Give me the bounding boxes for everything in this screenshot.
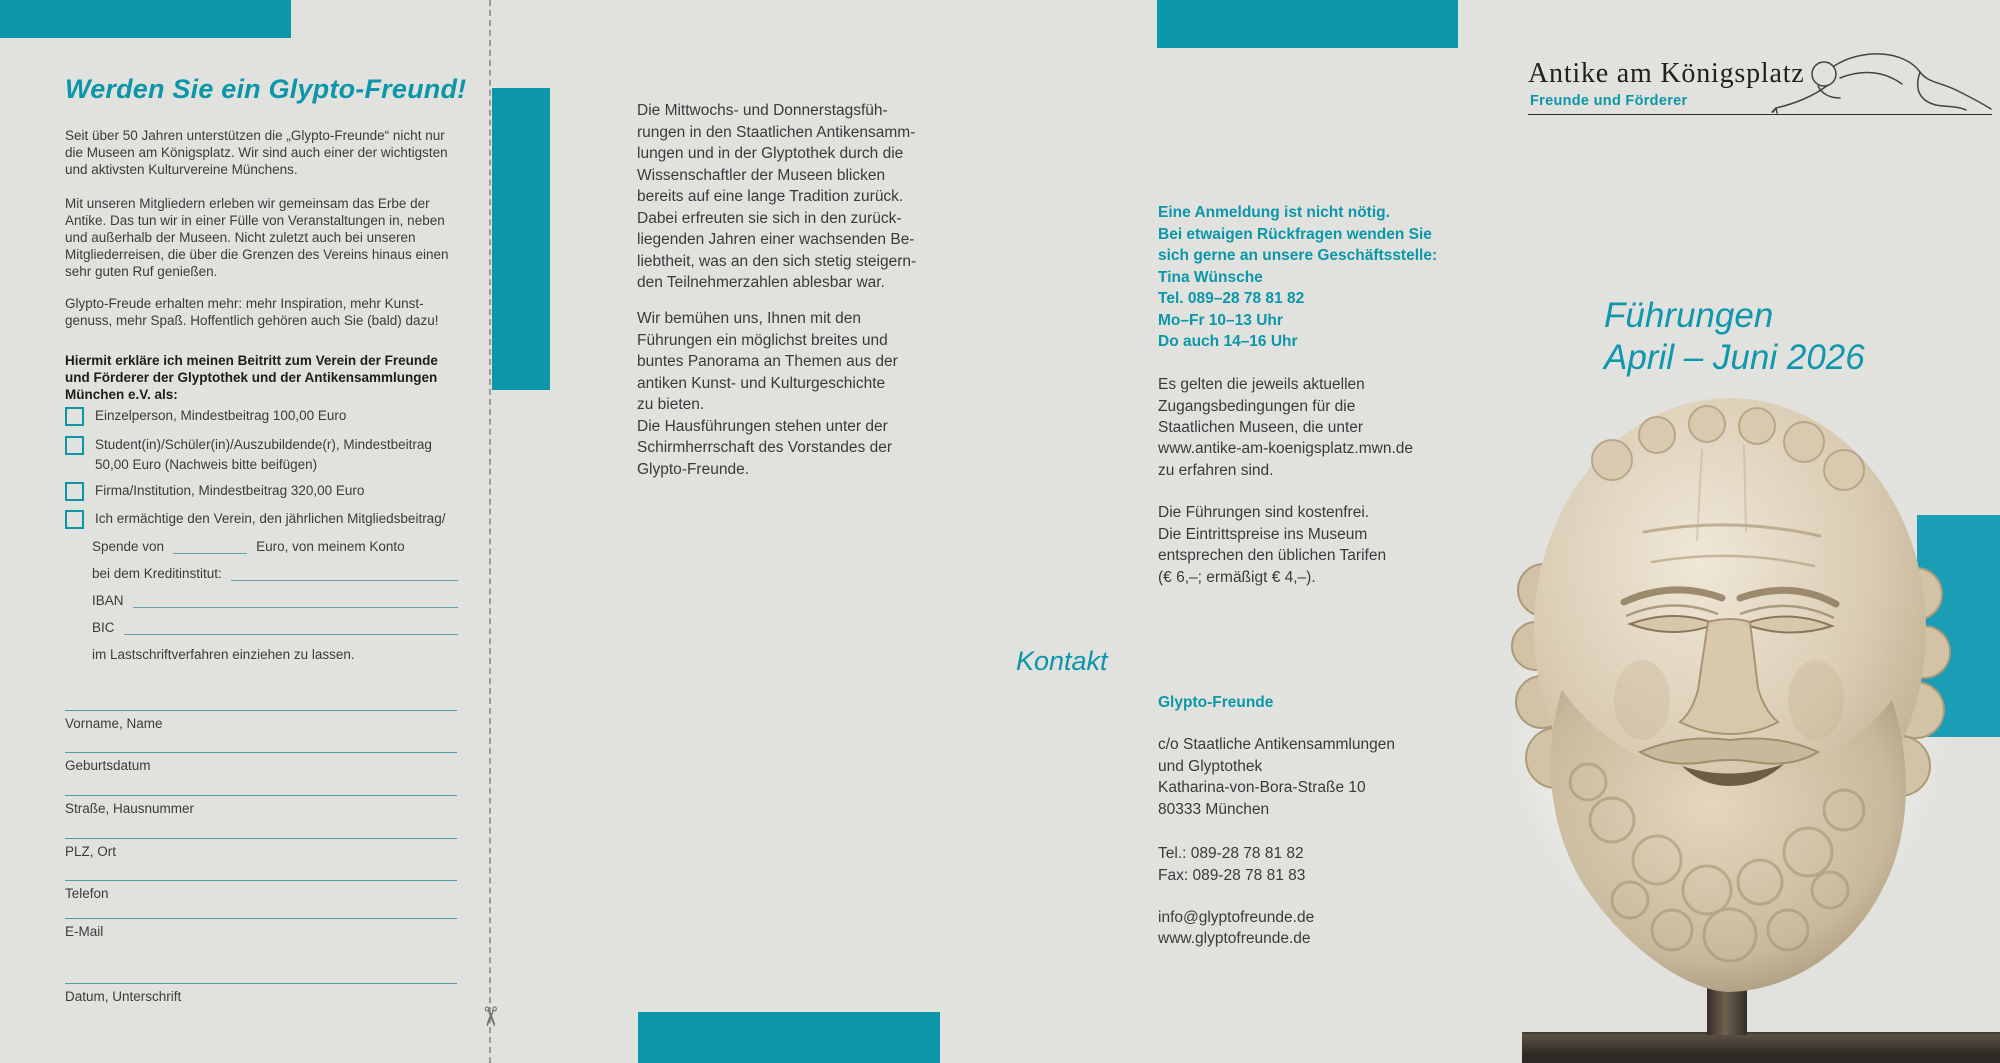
org-website-link[interactable]: www.glyptofreunde.de bbox=[1158, 930, 1311, 947]
teal-bar-top-left bbox=[0, 0, 291, 38]
bank-institute-field[interactable] bbox=[231, 565, 458, 581]
bank-institute-label: bei dem Kreditinstitut: bbox=[92, 566, 222, 581]
iban-label: IBAN bbox=[92, 593, 124, 608]
statue-photo bbox=[1492, 390, 1962, 1030]
field-label: Vorname, Name bbox=[65, 716, 163, 731]
option-label: Student(in)/Schüler(in)/Auszubildende(r), Mindestbeitrag 50,00 Euro (Nachweis bitte beifügen) bbox=[95, 437, 432, 472]
org-phone-fax: Tel.: 089-28 78 81 82 Fax: 089-28 78 81 83 bbox=[1158, 845, 1306, 884]
scissors-icon: ✂ bbox=[474, 1005, 505, 1028]
cover-title: Führungen April – Juni 2026 bbox=[1604, 296, 1865, 377]
field-label: Geburtsdatum bbox=[65, 758, 151, 773]
prices-text: Die Führungen sind kostenfrei. Die Eintrittspreise ins Museum entsprechen den üblichen Tarifen (€ 6,–; ermäßigt € 4,–). bbox=[1158, 504, 1387, 586]
conditions-text-end: zu erfahren sind. bbox=[1158, 462, 1274, 479]
input-line-email[interactable] bbox=[65, 918, 457, 919]
conditions-url-link[interactable]: www.antike-am-koenigsplatz.mwn.de bbox=[1158, 440, 1413, 457]
input-line-plz-ort[interactable] bbox=[65, 838, 457, 839]
input-line-geburtsdatum[interactable] bbox=[65, 752, 457, 753]
field-strasse bbox=[65, 795, 457, 816]
intro-paragraph-3: Glypto-Freude erhalten mehr: mehr Inspiration, mehr Kunst- genuss, mehr Spaß. Hoffentlich gehören auch Sie (bald) dazu! bbox=[65, 296, 439, 328]
declaration-heading: Hiermit erkläre ich meinen Beitritt zum Verein der Freunde und Förderer der Glyptothek und der Antikensammlungen München e.V. als: bbox=[65, 353, 438, 402]
checkbox-lastschrift[interactable] bbox=[65, 510, 84, 529]
iban-row bbox=[92, 592, 458, 608]
tours-paragraph-2: Wir bemühen uns, Ihnen mit den Führungen ein möglichst breites und buntes Panorama an Themen aus der antiken Kunst- und Kulturgeschichte zu bieten. Die Hausführungen stehen unter der Schirmherrschaft des Vorstandes der Glypto-Freunde. bbox=[637, 310, 898, 478]
bic-label: BIC bbox=[92, 620, 115, 635]
donation-label: Spende von bbox=[92, 539, 165, 554]
tours-paragraph-1: Die Mittwochs- und Donnerstagsfüh- rungen in den Staatlichen Antikensamm- lungen und in der Glyptothek durch die Wissenschaftler der Museen blicken bereits auf eine lange Tradition zurück. Dabei erfreuten sie sich in den zurück- liegenden Jahren einer wachsenden Be- liebtheit, was an den sich stetig steigern- den Teilnehmerzahlen ablesbar war. bbox=[637, 102, 917, 291]
donation-rest-label: Euro, von meinem Konto bbox=[256, 539, 405, 554]
option-firma bbox=[65, 481, 465, 501]
input-line-datum-unterschrift[interactable] bbox=[65, 983, 457, 984]
checkbox-einzelperson[interactable] bbox=[65, 407, 84, 426]
field-label: Telefon bbox=[65, 886, 109, 901]
field-label: PLZ, Ort bbox=[65, 844, 117, 859]
field-label: E-Mail bbox=[65, 924, 104, 939]
bank-institute-row bbox=[92, 565, 458, 581]
teal-bar-bottom bbox=[638, 1012, 940, 1063]
field-datum-unterschrift bbox=[65, 983, 457, 1004]
logo-subtitle: Freunde und Förderer bbox=[1530, 93, 1688, 109]
registration-notice: Eine Anmeldung ist nicht nötig. Bei etwaigen Rückfragen wenden Sie sich gerne an unsere Geschäftsstelle: Tina Wünsche Tel. 089–28 78 81 82 Mo–Fr 10–13 Uhr Do auch 14–16 Uhr bbox=[1158, 204, 1438, 350]
donation-row bbox=[92, 538, 405, 554]
input-line-telefon[interactable] bbox=[65, 880, 457, 881]
org-name: Glypto-Freunde bbox=[1158, 694, 1274, 711]
checkbox-student[interactable] bbox=[65, 436, 84, 455]
input-line-strasse[interactable] bbox=[65, 795, 457, 796]
reclining-figure-illustration bbox=[1770, 44, 1995, 116]
intro-paragraph-2: Mit unseren Mitgliedern erleben wir gemeinsam das Erbe der Antike. Das tun wir in einer Fülle von Veranstaltungen in, neben und außerhalb der Museen. Nicht zuletzt auch bei unseren Mitgliederreisen, die über die Grenzen des Vereins hinaus einen sehr guten Ruf genießen. bbox=[65, 196, 449, 279]
logo-title: Antike am Königsplatz bbox=[1528, 58, 1805, 89]
teal-bar-vertical bbox=[492, 88, 550, 390]
field-email bbox=[65, 918, 457, 939]
org-address: c/o Staatliche Antikensammlungen und Glyptothek Katharina-von-Bora-Straße 10 80333 München bbox=[1158, 736, 1395, 818]
option-label: Firma/Institution, Mindestbeitrag 320,00 Euro bbox=[95, 483, 365, 498]
page-title: Werden Sie ein Glypto-Freund! bbox=[65, 74, 467, 104]
field-plz-ort bbox=[65, 838, 457, 859]
option-label: Einzelperson, Mindestbeitrag 100,00 Euro bbox=[95, 408, 347, 423]
field-label: Straße, Hausnummer bbox=[65, 801, 195, 816]
bic-field[interactable] bbox=[124, 619, 458, 635]
field-geburtsdatum bbox=[65, 752, 457, 773]
input-line-vorname-name[interactable] bbox=[65, 710, 457, 711]
option-einzelperson bbox=[65, 406, 465, 426]
option-lastschrift bbox=[65, 509, 470, 529]
bic-row bbox=[92, 619, 458, 635]
teal-bar-top-middle bbox=[1157, 0, 1458, 48]
kontakt-heading: Kontakt bbox=[1016, 646, 1108, 676]
option-label: Ich ermächtige den Verein, den jährlichen Mitgliedsbeitrag/ bbox=[95, 511, 446, 526]
field-vorname-name bbox=[65, 710, 457, 731]
field-telefon bbox=[65, 880, 457, 901]
intro-paragraph-1: Seit über 50 Jahren unterstützen die „Glypto-Freunde“ nicht nur die Museen am Königsplatz. Wir sind auch einer der wichtigsten und aktivsten Kulturvereine Münchens. bbox=[65, 128, 448, 177]
donation-amount-field[interactable] bbox=[173, 538, 247, 554]
conditions-text: Es gelten die jeweils aktuellen Zugangsbedingungen für die Staatlichen Museen, die unter bbox=[1158, 376, 1365, 436]
lastschrift-note: im Lastschriftverfahren einziehen zu lassen. bbox=[92, 647, 355, 662]
org-email-link[interactable]: info@glyptofreunde.de bbox=[1158, 909, 1315, 926]
statue-base bbox=[1522, 1032, 2000, 1063]
option-student bbox=[65, 435, 465, 474]
checkbox-firma[interactable] bbox=[65, 482, 84, 501]
cut-line bbox=[489, 0, 491, 1063]
field-label: Datum, Unterschrift bbox=[65, 989, 182, 1004]
iban-field[interactable] bbox=[133, 592, 458, 608]
